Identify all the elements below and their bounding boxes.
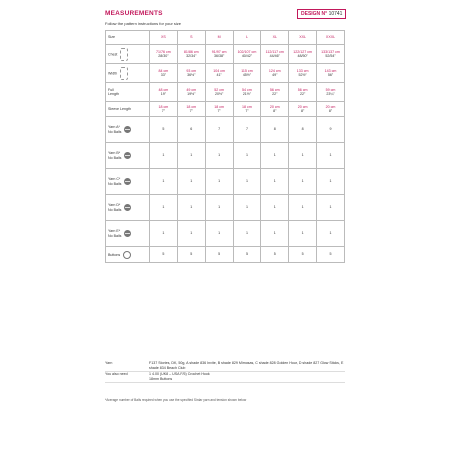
table-cell: 5 xyxy=(150,117,178,143)
yarn-ball-icon xyxy=(124,230,131,237)
intro-text: Follow the pattern instructions for your size xyxy=(105,21,182,26)
sleeve-in: 8" xyxy=(301,109,305,113)
table-cell xyxy=(177,64,205,83)
sleeve-in: 7" xyxy=(217,109,221,113)
width-cm: 115 cm xyxy=(241,68,253,73)
need-hook: 1 4.00 (UK8 – USA F/5) Crochet Hook xyxy=(149,372,210,377)
chest-row xyxy=(106,45,345,64)
yarn-ball-icon xyxy=(124,204,131,211)
table-cell: 1 xyxy=(150,143,178,169)
table-cell: 1 xyxy=(317,221,345,247)
chest-cm: 112/117 cm xyxy=(265,49,284,54)
table-cell: 1 xyxy=(289,195,317,221)
table-cell xyxy=(317,64,345,83)
chest-in: 28/30" xyxy=(158,54,169,58)
yarn-e-label-2: No Balls xyxy=(108,233,122,238)
yarn-c-label xyxy=(106,169,150,195)
yarn-e-label-1: Yarn E* xyxy=(108,229,121,234)
table-cell: 1 xyxy=(177,221,205,247)
size-xxxl: XXXL xyxy=(317,31,345,45)
table-cell: 1 xyxy=(289,221,317,247)
chest-in: 44/46" xyxy=(269,54,280,58)
yarn-ball-icon xyxy=(124,152,131,159)
table-cell: 1 xyxy=(289,143,317,169)
buttons-label-text: Buttons xyxy=(108,252,121,257)
need-info-row xyxy=(105,372,345,383)
buttons-label xyxy=(106,247,150,263)
full-length-row xyxy=(106,83,345,102)
sleeve-length-label: Sleeve Length xyxy=(106,102,150,117)
sleeve-in: 7" xyxy=(189,109,193,113)
table-cell xyxy=(289,64,317,83)
width-cm: 124 cm xyxy=(268,68,281,73)
table-cell xyxy=(205,102,233,117)
full-cm: 48 cm xyxy=(158,87,169,92)
yarn-a-row xyxy=(106,117,345,143)
width-label xyxy=(106,64,150,83)
need-info-label: You also need xyxy=(105,372,128,377)
size-row xyxy=(106,31,345,45)
width-figure-icon xyxy=(120,67,128,80)
table-cell xyxy=(233,102,261,117)
yarn-info-row xyxy=(105,361,345,372)
width-cm: 84 cm xyxy=(158,68,169,73)
table-cell xyxy=(261,102,289,117)
width-cm: 104 cm xyxy=(213,68,225,73)
table-cell: 5 xyxy=(150,247,178,263)
chest-cm: 71/76 cm xyxy=(156,49,171,54)
table-cell xyxy=(205,64,233,83)
table-cell: 1 xyxy=(205,221,233,247)
sleeve-cm: 18 cm xyxy=(186,104,197,109)
chest-cm: 91/97 cm xyxy=(211,49,227,54)
table-cell: 1 xyxy=(150,169,178,195)
footnote: *Average number of Balls required when you use the specified Sirdar yarn and tension shown below xyxy=(105,398,247,402)
width-label-text: Width xyxy=(108,70,118,75)
need-buttons: 18mm Buttons xyxy=(149,377,173,382)
buttons-row xyxy=(106,247,345,263)
chest-in: 32/34" xyxy=(186,54,197,58)
full-in: 20½" xyxy=(214,92,224,96)
chest-figure-icon xyxy=(120,48,128,61)
table-cell: 5 xyxy=(261,247,289,263)
table-cell: 1 xyxy=(317,143,345,169)
yarn-ball-icon xyxy=(124,126,131,133)
table-cell xyxy=(205,45,233,64)
table-cell xyxy=(261,64,289,83)
table-cell: 1 xyxy=(150,221,178,247)
full-cm: 49 cm xyxy=(186,87,197,92)
table-cell: 1 xyxy=(205,143,233,169)
table-cell xyxy=(317,83,345,102)
yarn-e-row xyxy=(106,221,345,247)
table-cell: 9 xyxy=(317,117,345,143)
full-in: 23¼" xyxy=(326,92,335,96)
width-cm: 133 cm xyxy=(296,68,309,73)
table-cell xyxy=(177,102,205,117)
table-cell: 8 xyxy=(289,117,317,143)
width-row xyxy=(106,64,345,83)
table-cell xyxy=(150,45,178,64)
table-cell: 5 xyxy=(177,247,205,263)
yarn-d-label xyxy=(106,195,150,221)
table-cell: 1 xyxy=(233,195,261,221)
width-in: 52½" xyxy=(298,73,307,77)
sleeve-cm: 18 cm xyxy=(242,104,252,109)
page-title: MEASUREMENTS xyxy=(105,10,163,17)
yarn-b-label-2: No Balls xyxy=(108,155,122,160)
sleeve-cm: 18 cm xyxy=(158,104,169,109)
table-cell xyxy=(289,45,317,64)
yarn-a-label-2: No Balls xyxy=(108,129,122,134)
width-in: 45½" xyxy=(242,73,252,77)
yarn-info xyxy=(105,361,345,383)
width-cm: 143 cm xyxy=(324,68,337,73)
table-cell: 5 xyxy=(205,247,233,263)
full-in: 21½" xyxy=(242,92,252,96)
chest-label xyxy=(106,45,150,64)
full-in: 22" xyxy=(272,92,278,96)
table-cell: 1 xyxy=(289,169,317,195)
table-cell xyxy=(150,83,178,102)
yarn-d-label-1: Yarn D* xyxy=(108,203,121,208)
sleeve-cm: 20 cm xyxy=(297,104,308,109)
button-icon xyxy=(123,251,131,259)
full-cm: 54 cm xyxy=(242,87,252,92)
size-l: L xyxy=(233,31,261,45)
table-cell xyxy=(261,45,289,64)
table-cell: 5 xyxy=(317,247,345,263)
table-cell: 1 xyxy=(233,143,261,169)
size-label: Size xyxy=(106,31,150,45)
yarn-a-label xyxy=(106,117,150,143)
chest-label-text: Chest xyxy=(108,51,118,56)
full-in: 22" xyxy=(300,92,306,96)
measurements-table xyxy=(105,30,345,263)
size-xxl: XXL xyxy=(289,31,317,45)
yarn-b-label-1: Yarn B* xyxy=(108,151,121,156)
full-length-label-2: Length xyxy=(108,92,119,96)
table-cell: 1 xyxy=(233,169,261,195)
table-cell: 1 xyxy=(233,221,261,247)
yarn-d-row xyxy=(106,195,345,221)
yarn-a-label-1: Yarn A* xyxy=(108,125,120,130)
width-in: 41" xyxy=(216,73,222,77)
table-cell: 1 xyxy=(177,195,205,221)
table-cell: 1 xyxy=(261,195,289,221)
chest-cm: 133/137 cm xyxy=(321,49,340,54)
table-cell: 1 xyxy=(261,143,289,169)
chest-cm: 102/107 cm xyxy=(237,49,257,54)
table-cell: 7 xyxy=(233,117,261,143)
table-cell xyxy=(205,83,233,102)
chest-in: 36/38" xyxy=(213,54,225,58)
table-cell xyxy=(233,64,261,83)
sleeve-cm: 18 cm xyxy=(214,104,224,109)
size-s: S xyxy=(177,31,205,45)
size-m: M xyxy=(205,31,233,45)
full-cm: 56 cm xyxy=(297,87,308,92)
table-cell xyxy=(317,102,345,117)
table-cell: 1 xyxy=(261,221,289,247)
yarn-info-label: Yarn xyxy=(105,361,113,365)
table-cell: 6 xyxy=(177,117,205,143)
width-in: 36½" xyxy=(187,73,196,77)
full-cm: 59 cm xyxy=(325,87,336,92)
table-cell: 1 xyxy=(261,169,289,195)
yarn-info-text: F137 Stories, DK, 50g, A shade 836 Invite, B shade 829 Mimosas, C shade 828 Golden Hour, D shade 827 Glow Sticks, E shade 834 Beach Club xyxy=(149,361,344,371)
width-in: 49" xyxy=(272,73,278,77)
yarn-c-label-2: No Balls xyxy=(108,181,122,186)
width-in: 56" xyxy=(327,73,334,77)
table-cell: 1 xyxy=(317,195,345,221)
table-cell xyxy=(233,45,261,64)
yarn-b-row xyxy=(106,143,345,169)
table-cell xyxy=(177,45,205,64)
full-cm: 56 cm xyxy=(269,87,280,92)
chest-in: 52/54" xyxy=(325,54,336,58)
chest-cm: 122/127 cm xyxy=(293,49,313,54)
sleeve-cm: 20 cm xyxy=(325,104,336,109)
table-cell xyxy=(177,83,205,102)
yarn-c-label-1: Yarn C* xyxy=(108,177,121,182)
table-cell: 8 xyxy=(261,117,289,143)
table-cell xyxy=(150,102,178,117)
sleeve-cm: 20 cm xyxy=(269,104,280,109)
need-info-text xyxy=(149,372,210,382)
table-cell xyxy=(289,83,317,102)
table-cell xyxy=(317,45,345,64)
table-cell xyxy=(289,102,317,117)
full-length-label xyxy=(106,83,150,102)
yarn-d-label-2: No Balls xyxy=(108,207,122,212)
sleeve-in: 7" xyxy=(161,109,166,113)
table-cell: 1 xyxy=(205,195,233,221)
table-cell: 1 xyxy=(150,195,178,221)
table-cell: 1 xyxy=(205,169,233,195)
design-label: DESIGN N° xyxy=(301,11,328,17)
table-cell: 5 xyxy=(289,247,317,263)
table-cell: 5 xyxy=(233,247,261,263)
full-cm: 52 cm xyxy=(214,87,224,92)
full-in: 19" xyxy=(160,92,167,96)
width-in: 33" xyxy=(160,73,167,77)
table-cell: 1 xyxy=(317,169,345,195)
table-cell xyxy=(150,64,178,83)
size-xs: XS xyxy=(150,31,178,45)
yarn-ball-icon xyxy=(124,178,131,185)
table-cell: 1 xyxy=(177,143,205,169)
yarn-b-label xyxy=(106,143,150,169)
table-cell xyxy=(261,83,289,102)
table-cell xyxy=(233,83,261,102)
sleeve-in: 8" xyxy=(273,109,277,113)
yarn-c-row xyxy=(106,169,345,195)
full-in: 19½" xyxy=(187,92,196,96)
sleeve-in: 8" xyxy=(328,109,333,113)
chest-in: 40/42" xyxy=(241,54,253,58)
table-cell: 1 xyxy=(177,169,205,195)
full-length-label-1: Full xyxy=(108,87,114,92)
size-xl: XL xyxy=(261,31,289,45)
table-cell: 7 xyxy=(205,117,233,143)
chest-cm: 81/86 cm xyxy=(183,49,199,54)
yarn-e-label xyxy=(106,221,150,247)
sleeve-length-row xyxy=(106,102,345,117)
design-number-box xyxy=(297,9,346,19)
width-cm: 93 cm xyxy=(186,68,197,73)
design-number: 10741 xyxy=(328,11,343,17)
chest-in: 48/50" xyxy=(297,54,308,58)
sleeve-in: 7" xyxy=(245,109,249,113)
